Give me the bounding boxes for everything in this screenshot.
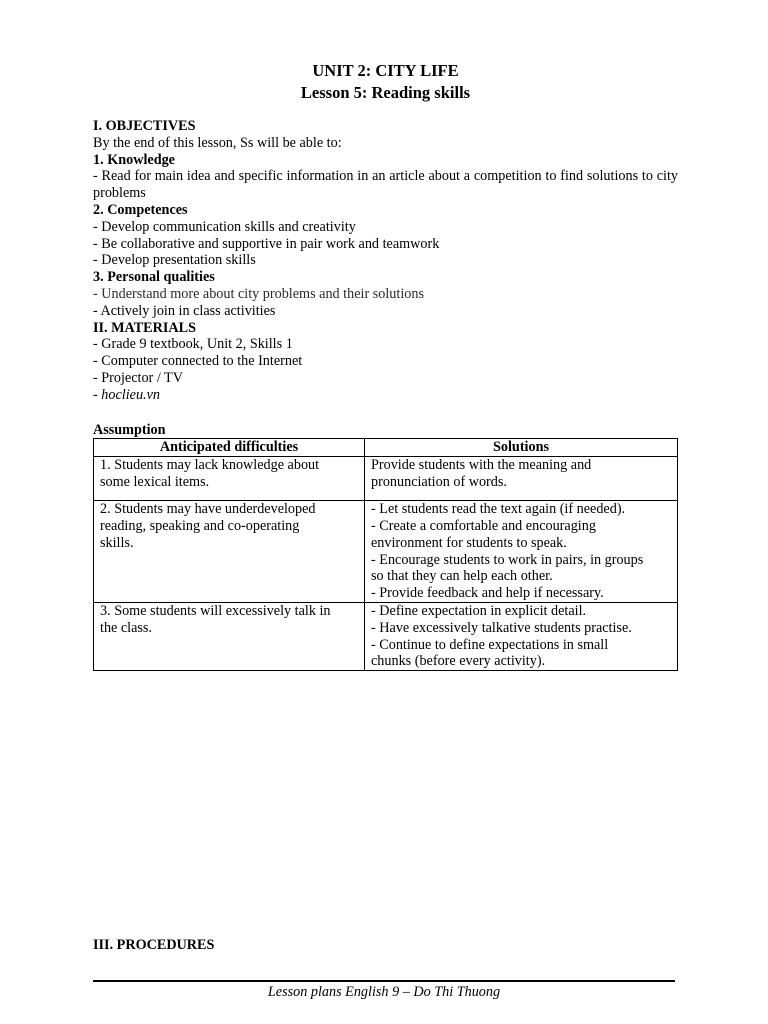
cell-text: so that they can help each other.	[371, 568, 553, 585]
column-header-solutions: Solutions	[365, 439, 678, 457]
quality-item: - Actively join in class activities	[93, 302, 276, 319]
assumption-heading: Assumption	[93, 421, 166, 438]
objectives-intro: By the end of this lesson, Ss will be able to:	[93, 134, 342, 151]
table-header-row	[94, 439, 678, 457]
cell-text: chunks (before every activity).	[371, 653, 546, 670]
material-item-prefix: -	[93, 386, 102, 403]
cell-text: Provide students with the meaning and	[371, 457, 592, 474]
competence-item: - Develop communication skills and creativity	[93, 218, 356, 235]
cell-text: some lexical items.	[100, 473, 210, 490]
cell-text: - Define expectation in explicit detail.	[371, 602, 587, 619]
table-row	[94, 602, 678, 670]
cell-text: 2. Students may have underdeveloped	[100, 501, 316, 518]
procedures-heading: III. PROCEDURES	[93, 937, 215, 953]
table-row	[94, 501, 678, 603]
cell-text: - Have excessively talkative students practise.	[371, 619, 632, 636]
column-header-difficulties: Anticipated difficulties	[94, 439, 365, 457]
knowledge-item: - Read for main idea and specific information in an article about a competition to find solutions to city problems	[93, 168, 678, 202]
website-name: hoclieu.vn	[101, 386, 160, 403]
cell-text: the class.	[100, 619, 153, 636]
table-row	[94, 457, 678, 501]
quality-item: - Understand more about city problems and their solutions	[93, 285, 424, 302]
cell-text: - Create a comfortable and encouraging	[371, 517, 596, 534]
difficulty-cell	[94, 501, 365, 603]
competence-item: - Be collaborative and supportive in pair work and teamwork	[93, 235, 440, 252]
footer-divider	[93, 980, 675, 982]
solution-cell	[365, 457, 678, 501]
qualities-heading: 3. Personal qualities	[93, 269, 215, 286]
material-item: - Computer connected to the Internet	[93, 353, 303, 370]
cell-text: pronunciation of words.	[371, 473, 507, 490]
footer-text: Lesson plans English 9 – Do Thi Thuong	[267, 984, 501, 1000]
material-item-website	[93, 387, 678, 404]
unit-title: UNIT 2: CITY LIFE	[312, 61, 459, 80]
competence-item: - Develop presentation skills	[93, 252, 256, 269]
cell-text: - Let students read the text again (if needed).	[371, 501, 626, 518]
competences-heading: 2. Competences	[93, 201, 188, 218]
materials-heading: II. MATERIALS	[93, 319, 197, 336]
cell-text: environment for students to speak.	[371, 534, 567, 551]
cell-text: - Continue to define expectations in small	[371, 636, 609, 653]
document-page	[93, 60, 678, 671]
cell-text: 3. Some students will excessively talk in	[100, 602, 331, 619]
solution-cell	[365, 501, 678, 603]
cell-text: - Provide feedback and help if necessary.	[371, 585, 604, 602]
cell-text: skills.	[100, 534, 134, 551]
assumption-table	[93, 438, 678, 671]
difficulty-cell	[94, 602, 365, 670]
material-item: - Projector / TV	[93, 369, 183, 386]
cell-text: - Encourage students to work in pairs, in groups	[371, 551, 644, 568]
knowledge-heading: 1. Knowledge	[93, 151, 175, 168]
difficulty-cell	[94, 457, 365, 501]
lesson-title: Lesson 5: Reading skills	[300, 83, 471, 102]
cell-text: 1. Students may lack knowledge about	[100, 457, 320, 474]
material-item: - Grade 9 textbook, Unit 2, Skills 1	[93, 336, 293, 353]
cell-text: reading, speaking and co-operating	[100, 517, 300, 534]
objectives-heading: I. OBJECTIVES	[93, 118, 196, 134]
solution-cell	[365, 602, 678, 670]
